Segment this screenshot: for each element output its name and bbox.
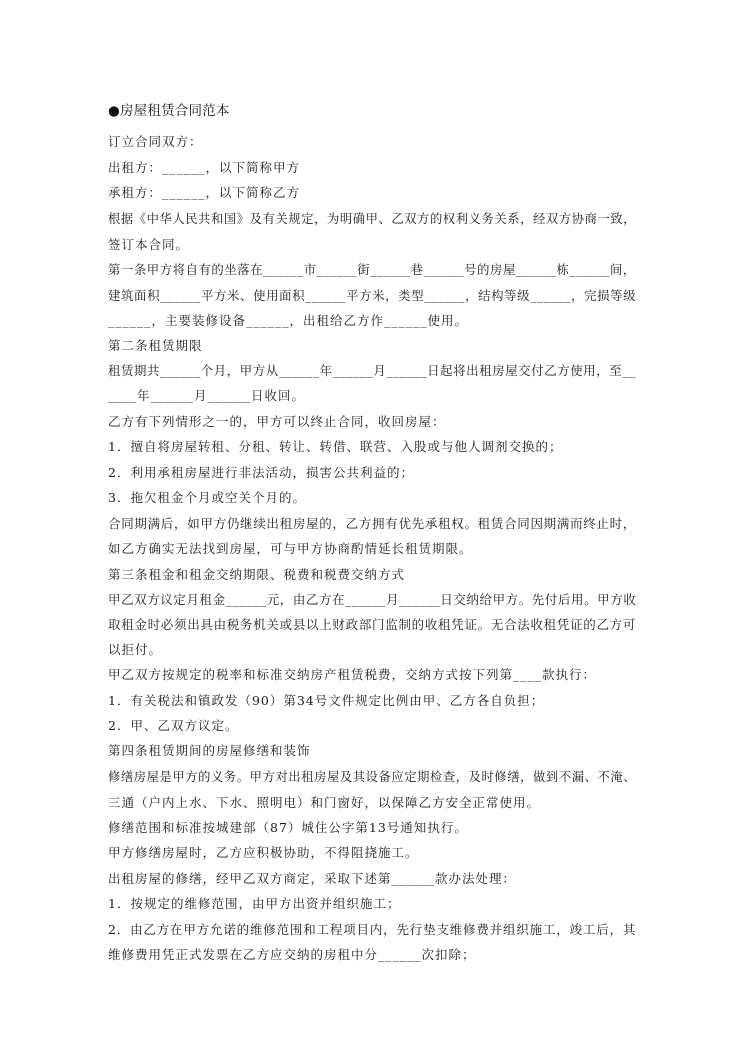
text-line: 第三条租金和租金交纳期限、税费和税费交纳方式 [108, 567, 406, 582]
text-line: 出租方：______，以下简称甲方 [108, 160, 301, 175]
text-line: 签订本合同。 [108, 237, 190, 252]
text-line: 建筑面积______平方米、使用面积______平方米，类型______，结构等级______，完损等级 [108, 288, 637, 303]
text-line: 第一条甲方将自有的坐落在______市______街______巷______号的房屋______栋______间， [108, 262, 636, 277]
text-line: 2．利用承租房屋进行非法活动，损害公共利益的； [108, 465, 414, 480]
text-line: 第四条租赁期间的房屋修缮和装饰 [108, 743, 311, 758]
text-line: 3．拖欠租金个月或空关个月的。 [108, 490, 306, 505]
document-title: ●房屋租赁合同范本 [108, 103, 230, 119]
text-line: 修缮房屋是甲方的义务。甲方对出租房屋及其设备应定期检查，及时修缮，做到不漏、不淹、 [108, 769, 637, 784]
text-line: 订立合同双方： [108, 134, 203, 149]
text-line: 2．甲、乙双方议定。 [108, 718, 239, 733]
text-line: ______，主要装修设备______，出租给乙方作______使用。 [108, 313, 469, 328]
text-line: 取租金时必须出具由税务机关或县以上财政部门监制的收租凭证。无合法收租凭证的乙方可 [108, 617, 636, 632]
text-line: ____年______月______日收回。 [108, 388, 306, 403]
text-line: 1．按规定的维修范围，由甲方出资并组织施工； [108, 896, 401, 911]
text-line: 乙方有下列情形之一的，甲方可以终止合同，收回房屋： [108, 414, 446, 429]
text-line: 甲方修缮房屋时，乙方应积极协助，不得阻挠施工。 [108, 845, 419, 860]
text-line: 第二条租赁期限 [108, 338, 203, 353]
text-line: 以拒付。 [108, 642, 163, 657]
text-line: 承租方：______，以下简称乙方 [108, 185, 301, 200]
text-line: 甲乙双方议定月租金______元，由乙方在______月______日交纳给甲方。先付后用。甲方收 [108, 592, 637, 607]
text-line: 三通（户内上水、下水、照明电）和门窗好，以保障乙方安全正常使用。 [108, 795, 541, 810]
text-line: 如乙方确实无法找到房屋，可与甲方协商酌情延长租赁期限。 [108, 541, 473, 556]
text-line: 出租房屋的修缮，经甲乙双方商定，采取下述第______款办法处理： [108, 871, 517, 886]
text-line: 根据《中华人民共和国》及有关规定，为明确甲、乙双方的权利义务关系，经双方协商一致， [108, 211, 637, 226]
text-line: 甲乙双方按规定的税率和标准交纳房产租赁税费，交纳方式按下列第____款执行： [108, 667, 597, 682]
text-line: 1．有关税法和镇政发（90）第34号文件规定比例由甲、乙方各自负担； [108, 693, 545, 708]
text-line: 维修费用凭正式发票在乙方应交纳的房租中分______次扣除； [108, 947, 476, 962]
text-line: 2．由乙方在甲方允诺的维修范围和工程项目内，先行垫支维修费并组织施工，竣工后，其 [108, 922, 636, 937]
text-line: 修缮范围和标准按城建部（87）城住公字第13号通知执行。 [108, 820, 468, 835]
text-line: 合同期满后，如甲方仍继续出租房屋的，乙方拥有优先承租权。租赁合同因期满而终止时， [108, 516, 636, 531]
text-line: 租赁期共______个月，甲方从______年______月______日起将出租房屋交付乙方使用，至__ [108, 363, 636, 378]
text-line: 1．擅自将房屋转租、分租、转让、转借、联营、入股或与他人调剂交换的； [108, 439, 563, 454]
